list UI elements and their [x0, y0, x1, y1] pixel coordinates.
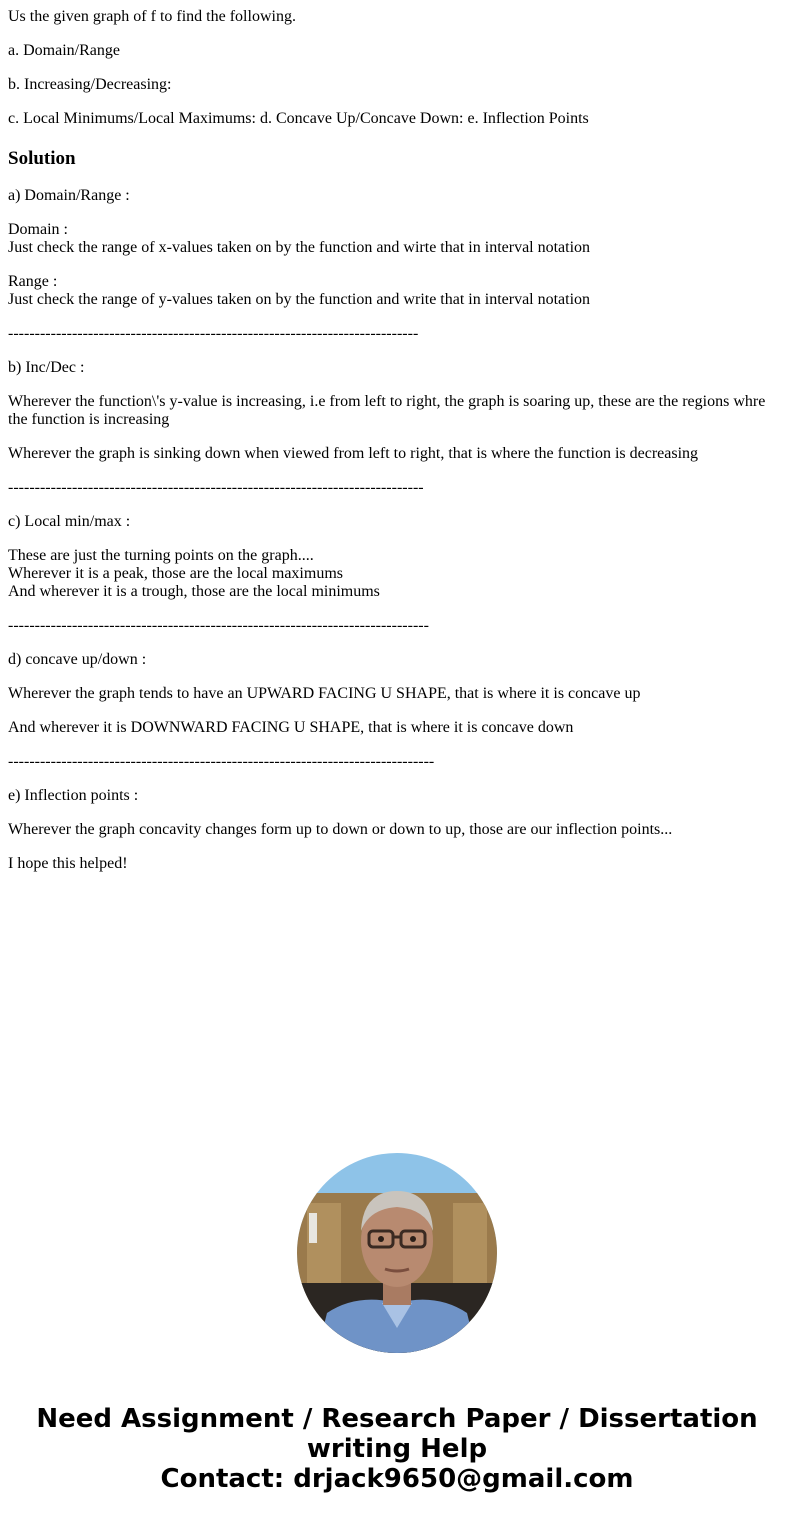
solution-d-title: d) concave up/down :: [8, 651, 147, 668]
domain-label: Domain :: [8, 221, 68, 238]
solution-b-text-decreasing: Wherever the graph is sinking down when viewed from left to right, that is where the function is decreasing: [8, 445, 699, 462]
solution-a-title: a) Domain/Range :: [8, 187, 130, 204]
solution-heading: Solution: [8, 148, 76, 169]
promo-contact: Contact: drjack9650@gmail.com: [160, 1464, 634, 1494]
range-block: [8, 273, 778, 309]
photo-eye-left: [378, 1236, 384, 1242]
question-part-c: c. Local Minimums/Local Maximums: d. Concave Up/Concave Down: e. Inflection Points: [8, 110, 589, 127]
solution-c-block: [8, 547, 778, 601]
divider: -------------------------------------------------------------------------------: [8, 617, 429, 634]
solution-c-line: And wherever it is a trough, those are the local minimums: [8, 583, 380, 600]
solution-b-text-increasing: Wherever the function\'s y-value is increasing, i.e from left to right, the graph is soaring up, these are the regions whre the function is increasing: [8, 393, 766, 428]
promo-banner: [0, 1404, 794, 1494]
range-label: Range :: [8, 273, 58, 290]
solution-b-title: b) Inc/Dec :: [8, 359, 85, 376]
question-intro: Us the given graph of f to find the following.: [8, 8, 296, 25]
solution-c-line: Wherever it is a peak, those are the local maximums: [8, 565, 343, 582]
solution-e-text: Wherever the graph concavity changes form up to down or down to up, those are our inflection points...: [8, 821, 673, 838]
solution-c-title: c) Local min/max :: [8, 513, 131, 530]
question-part-a: a. Domain/Range: [8, 42, 120, 59]
divider: ------------------------------------------------------------------------------: [8, 479, 424, 496]
question-part-b: b. Increasing/Decreasing:: [8, 76, 172, 93]
divider: --------------------------------------------------------------------------------: [8, 753, 435, 770]
solution-d-text-down: And wherever it is DOWNWARD FACING U SHAPE, that is where it is concave down: [8, 719, 574, 736]
domain-block: [8, 221, 778, 257]
photo-eye-right: [410, 1236, 416, 1242]
solution-e-title: e) Inflection points :: [8, 787, 139, 804]
author-photo: [297, 1153, 497, 1353]
answer-content: [8, 8, 778, 889]
promo-line: Need Assignment / Research Paper / Dissertation: [36, 1404, 758, 1434]
photo-switch: [309, 1213, 317, 1243]
promo-line: writing Help: [306, 1434, 488, 1464]
solution-d-text-up: Wherever the graph tends to have an UPWARD FACING U SHAPE, that is where it is concave up: [8, 685, 641, 702]
range-text: Just check the range of y-values taken on by the function and write that in interval notation: [8, 291, 591, 308]
divider: -----------------------------------------------------------------------------: [8, 325, 419, 342]
closing-text: I hope this helped!: [8, 855, 128, 872]
portrait-image: [297, 1153, 497, 1353]
domain-text: Just check the range of x-values taken on by the function and wirte that in interval notation: [8, 239, 591, 256]
solution-c-line: These are just the turning points on the graph....: [8, 547, 314, 564]
